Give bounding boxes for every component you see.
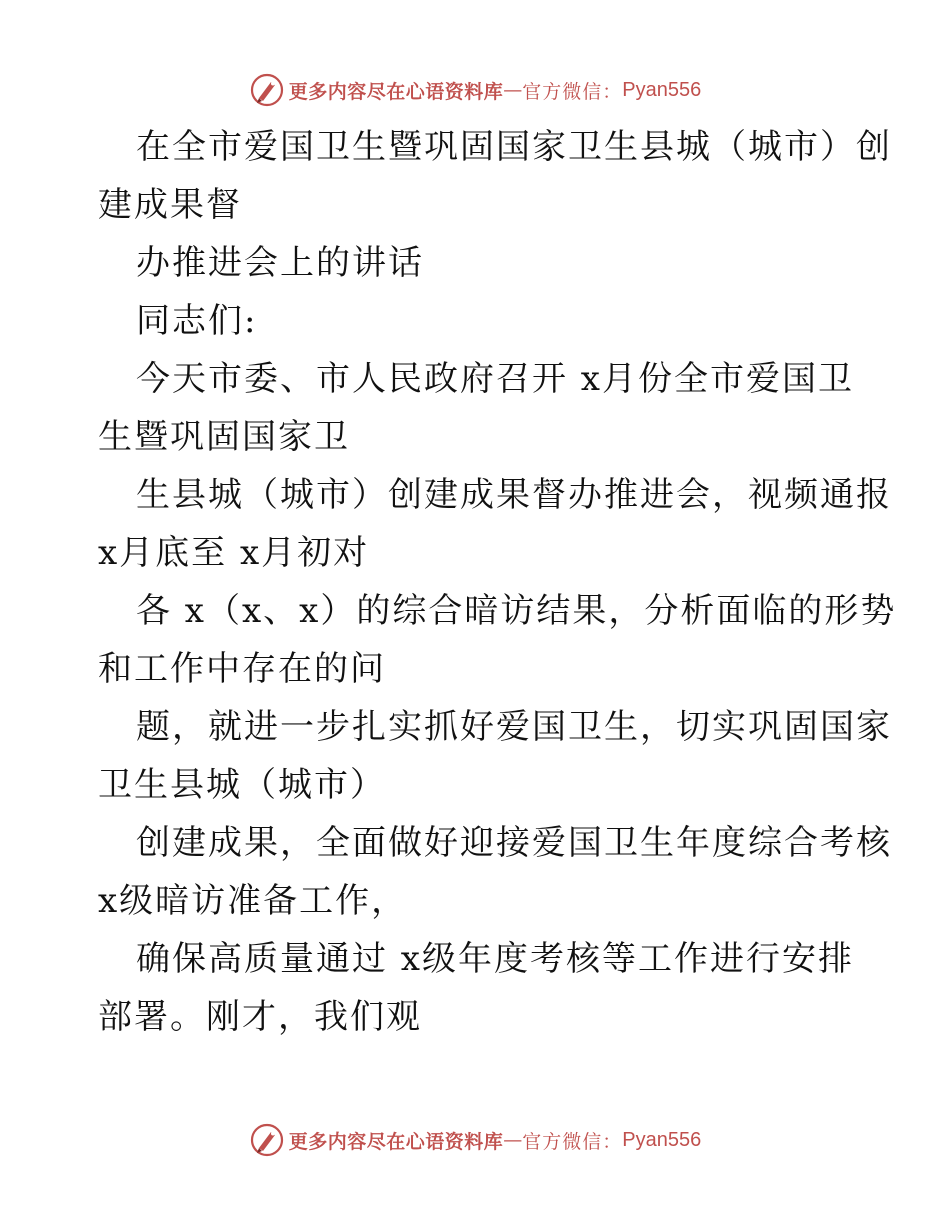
pen-logo-icon [249,1122,285,1158]
watermark-account: Pyan556 [622,78,702,101]
text-line: 题，就进一步扎实抓好爱国卫生，切实巩固国家 [136,707,892,747]
text-line: 在全市爱国卫生暨巩固国家卫生县城（城市）创 [136,127,892,167]
text-line: 各 x（x、x）的综合暗访结果，分析面临的形势 [136,591,897,631]
text-line: 今天市委、市人民政府召开 x月份全市爱国卫 [136,359,854,399]
footer-watermark [0,1120,950,1160]
header-watermark [0,70,950,110]
text-line: 确保高质量通过 x级年度考核等工作进行安排 [136,939,854,979]
text-line: 卫生县城（城市） [98,765,386,805]
text-line: 创建成果，全面做好迎接爱国卫生年度综合考核 [136,823,892,863]
watermark-text: 更多内容尽在心语资料库 [288,80,504,103]
watermark-separator: — [503,79,523,101]
text-line: 生县城（城市）创建成果督办推进会，视频通报 [136,475,892,515]
text-line: x月底至 x月初对 [98,533,370,573]
text-line: 部署。刚才，我们观 [98,997,422,1037]
watermark-label: 官方微信： [522,80,623,103]
watermark-separator: — [503,1129,523,1151]
text-line: 建成果督 [98,185,242,225]
text-line: 和工作中存在的问 [98,649,386,689]
pen-logo-icon [249,72,285,108]
watermark-label: 官方微信： [522,1130,623,1153]
text-line: x级暗访准备工作， [98,881,408,921]
watermark-text: 更多内容尽在心语资料库 [288,1130,504,1153]
document-body [98,118,897,1046]
text-line: 办推进会上的讲话 [136,243,424,283]
text-line: 同志们: [136,301,258,341]
text-line: 生暨巩固国家卫 [98,417,350,457]
watermark-account: Pyan556 [622,1128,702,1151]
